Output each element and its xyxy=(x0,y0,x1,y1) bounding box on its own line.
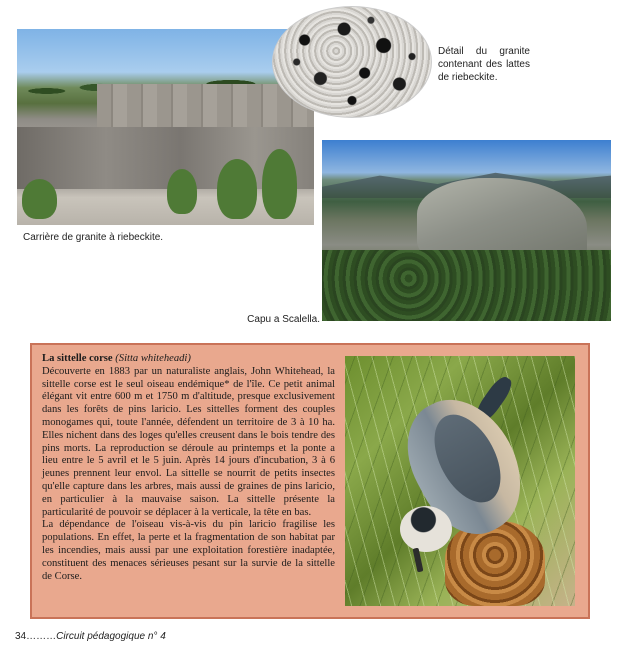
granite-detail-photo xyxy=(272,6,432,118)
shrub xyxy=(167,169,197,214)
box-paragraph-1: Découverte en 1883 par un naturaliste anglais, John Whitehead, la sittelle corse est le seul oiseau endémique* de l'île. Ce petit animal élégant vit entre 600 m et 1750 m d'altitude, presque exclusivement dans les forêts de pins laricio. Les sittelles forment des couples monogames qui, toute l'année, défendent un territoire de 3 à 10 ha. Elles nichent dans des loges qu'elles creusent dans le bois tendre des pins morts. La reproduction se déroule au printemps et la ponte a lieu entre le 5 avril et le 5 juin. Après 14 jours d'incubation, 3 à 6 jeunes prennent leur envol. La sittelle se nourrit de petits insectes qu'elle capture dans les arbres, mais aussi de graines de pins laricio, en particulier à la mauvaise saison. La sittelle présente la particularité de pouvoir se déplacer à la verticale, la tête en bas. xyxy=(42,365,335,518)
page-number: 34……… xyxy=(15,631,57,642)
quarry-caption: Carrière de granite à riebeckite. xyxy=(23,232,164,243)
page-footer xyxy=(15,631,166,642)
publication-title: Circuit pédagogique n° 4 xyxy=(56,631,166,642)
shrub xyxy=(22,179,57,219)
forest xyxy=(322,250,611,321)
capu-caption: Capu a Scalella. xyxy=(247,314,320,325)
box-paragraph-2: La dépendance de l'oiseau vis-à-vis du pin laricio fragilise les populations. En effet, la perte et la fragmentation de son habitat par les incendies, mais aussi par une exploitation forestière inadaptée, constituent des menaces sérieuses pesant sur la survie de la sittelle de Corse. xyxy=(42,519,335,582)
sittelle-text xyxy=(42,353,335,583)
box-title: La sittelle corse xyxy=(42,353,113,364)
shrub xyxy=(262,149,297,219)
granite-caption: Détail du granite contenant des lattes de riebeckite. xyxy=(438,46,530,83)
shrub xyxy=(217,159,257,219)
box-latin-name: (Sitta whiteheadi) xyxy=(115,353,191,364)
quarry-photo xyxy=(17,29,314,225)
bird-head xyxy=(400,506,452,552)
sittelle-photo xyxy=(345,356,575,606)
capu-a-scalella-photo xyxy=(322,140,611,321)
pine-cone xyxy=(445,521,545,606)
